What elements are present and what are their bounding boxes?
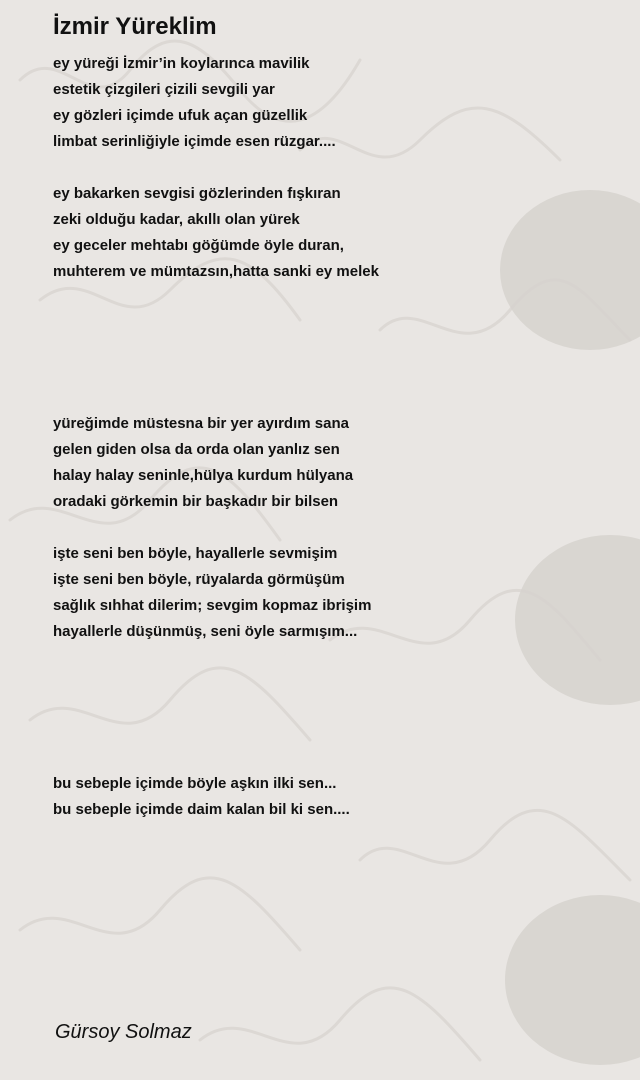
poem-line: oradaki görkemin bir başkadır bir bilsen: [53, 493, 339, 510]
poem-line: hayallerle düşünmüş, seni öyle sarmışım...: [53, 623, 358, 640]
poem-line: halay halay seninle,hülya kurdum hülyana: [53, 467, 354, 484]
poem-line: gelen giden olsa da orda olan yanlız sen: [53, 441, 340, 458]
stanza-1: [53, 51, 336, 155]
poem-author: Gürsoy Solmaz: [55, 1021, 192, 1043]
poem-line: ey bakarken sevgisi gözlerinden fışkıran: [53, 185, 341, 202]
stanza-3: [53, 411, 353, 515]
poem-line: ey gözleri içimde ufuk açan güzellik: [53, 107, 308, 124]
poem-line: işte seni ben böyle, rüyalarda görmüşüm: [53, 571, 345, 588]
poem-title: İzmir Yüreklim: [53, 13, 217, 40]
stanza-5: [53, 771, 350, 823]
poem-line: zeki olduğu kadar, akıllı olan yürek: [53, 211, 300, 228]
poem-line: estetik çizgileri çizili sevgili yar: [53, 81, 275, 98]
poem-line: bu sebeple içimde böyle aşkın ilki sen...: [53, 775, 337, 792]
poem-line: sağlık sıhhat dilerim; sevgim kopmaz ibrişim: [53, 597, 372, 614]
poem-line: işte seni ben böyle, hayallerle sevmişim: [53, 545, 338, 562]
stanza-4: [53, 541, 371, 645]
poem-line: bu sebeple içimde daim kalan bil ki sen....: [53, 801, 350, 818]
poem-line: muhterem ve mümtazsın,hatta sanki ey melek: [53, 263, 379, 280]
poem-line: yüreğimde müstesna bir yer ayırdım sana: [53, 415, 349, 432]
poem-line: ey yüreği İzmir’in koylarınca mavilik: [53, 55, 310, 72]
poem-line: ey geceler mehtabı göğümde öyle duran,: [53, 237, 344, 254]
poem-line: limbat serinliğiyle içimde esen rüzgar....: [53, 133, 336, 150]
stanza-2: [53, 181, 379, 285]
